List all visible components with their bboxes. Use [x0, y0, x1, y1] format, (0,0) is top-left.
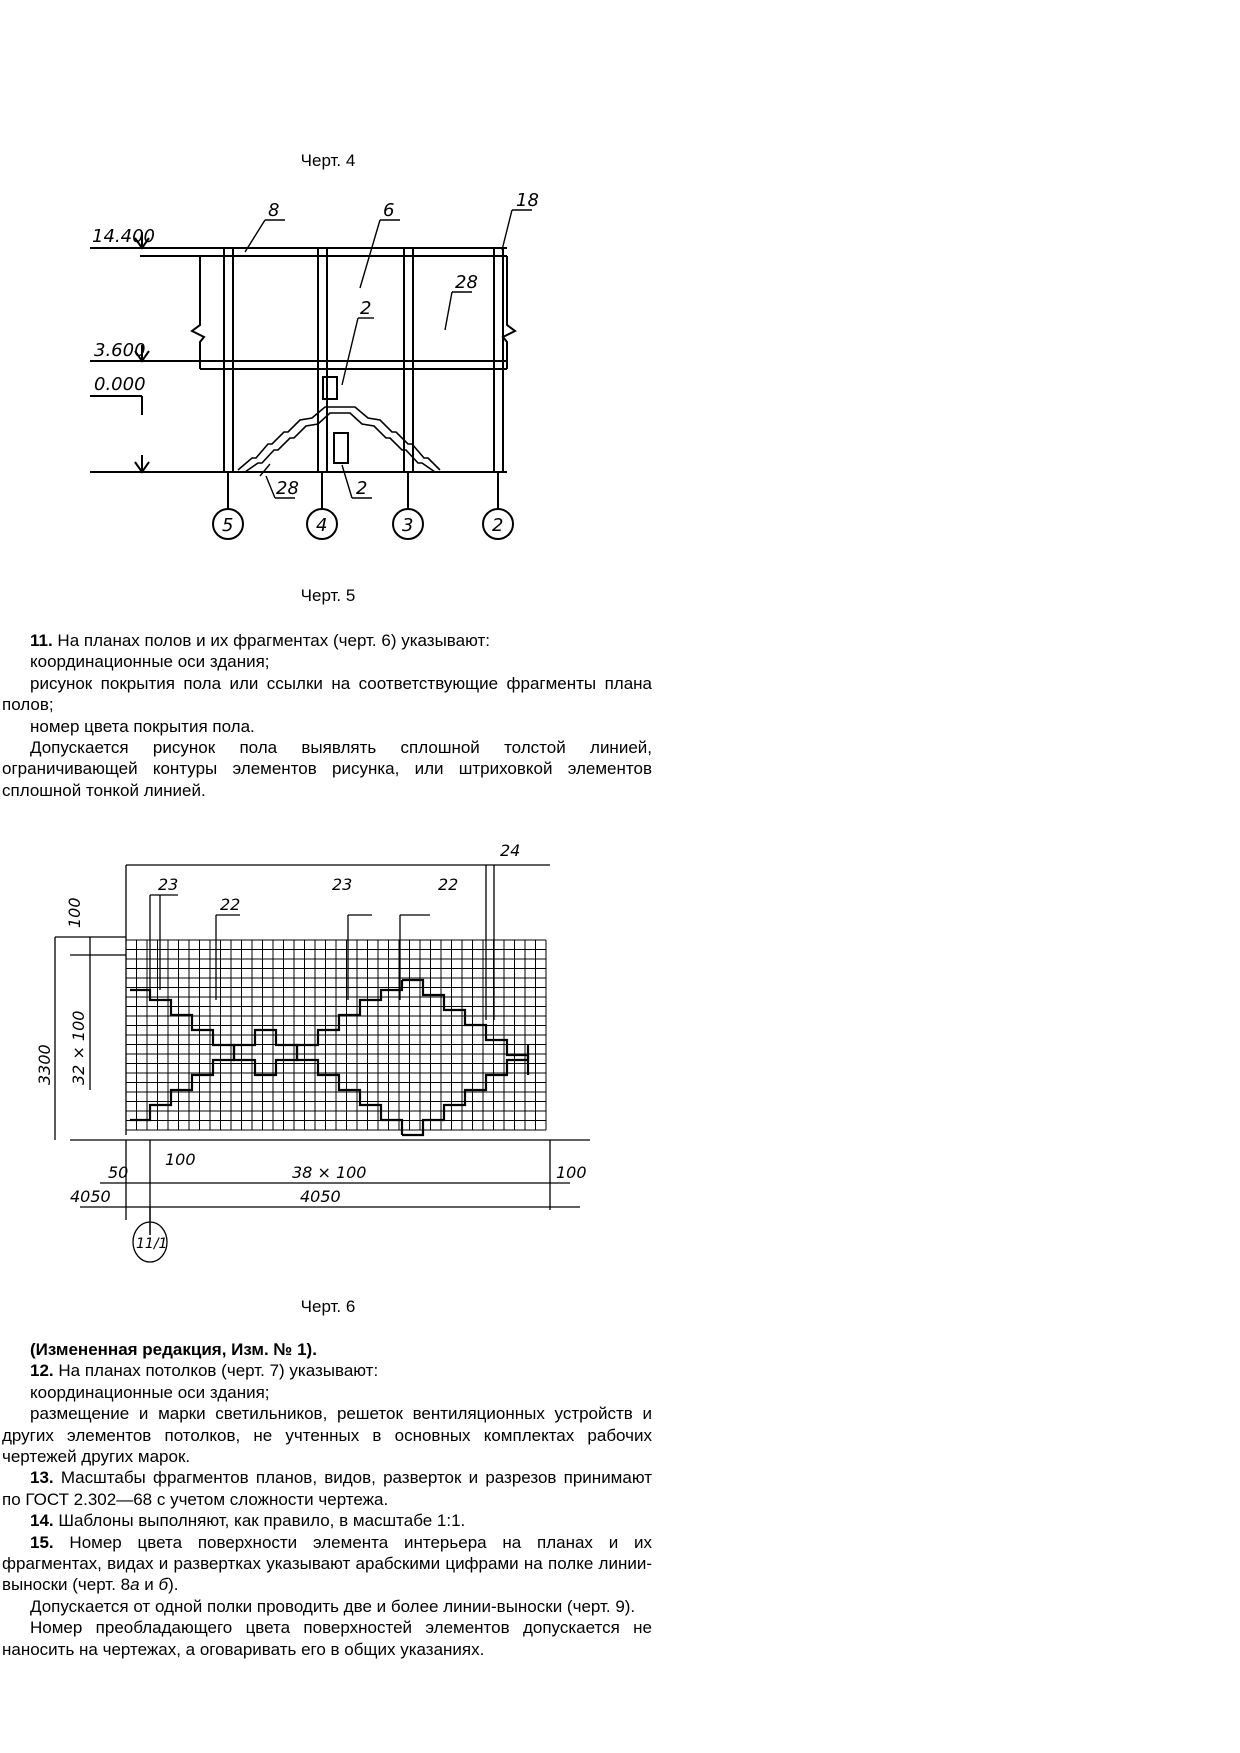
figure-4-caption: Черт. 4 [300, 151, 356, 170]
paragraph: Номер преобладающего цвета поверхностей элементов допускается не наносить на чертежах, а оговаривать его в общих указаниях. [2, 1618, 652, 1659]
callout-2-upper: 2 [360, 298, 372, 319]
dim-4050-left: 4050 [70, 1187, 111, 1206]
dim-38x100: 38 × 100 [292, 1163, 367, 1182]
callout-28-upper: 28 [455, 272, 478, 293]
clause-number: 14. [30, 1511, 54, 1531]
callout-23-left: 23 [158, 875, 179, 894]
list-item: рисунок покрытия пола или ссылки на соответствующие фрагменты плана полов; [2, 673, 652, 715]
clause-number: 11. [30, 631, 53, 650]
axis-label-4: 4 [316, 515, 328, 536]
callout-6: 6 [383, 200, 395, 221]
italic-letter: б [158, 1575, 169, 1595]
clause-lead: На планах потолков (черт. 7) указывают: [53, 1361, 379, 1381]
level-label-base: 0.000 [94, 374, 146, 395]
clause-text: и [139, 1575, 159, 1595]
dim-3300: 3300 [35, 1044, 54, 1085]
callout-18: 18 [516, 190, 539, 211]
callout-24: 24 [500, 841, 521, 860]
callout-28-lower: 28 [276, 478, 299, 499]
callout-8: 8 [268, 200, 280, 221]
figure-6-caption: Черт. 6 [300, 1297, 356, 1316]
callout-2-lower: 2 [356, 478, 368, 499]
sections-12-15 [2, 1339, 652, 1660]
clause-text: Масштабы фрагментов планов, видов, разверток и разрезов принимают по ГОСТ 2.302—68 с учетом сложности чертежа. [2, 1468, 652, 1509]
level-label-top: 14.400 [92, 226, 155, 247]
axis-label-2: 2 [492, 515, 504, 536]
floor-grid [126, 940, 546, 1130]
section-11 [2, 630, 652, 801]
dim-100-left: 100 [165, 1150, 196, 1169]
callout-23-right: 23 [332, 875, 353, 894]
axis-label-3: 3 [402, 515, 414, 536]
clause-number: 12. [30, 1361, 54, 1381]
clause-text: Шаблоны выполняют, как правило, в масштабе 1:1. [53, 1511, 466, 1531]
axis-label-11-1: 11/1 [136, 1236, 168, 1252]
level-label-mid: 3.600 [94, 340, 146, 361]
clause-text: ). [168, 1575, 179, 1595]
floor-pattern-outline [130, 980, 528, 1135]
dim-100-top: 100 [65, 897, 84, 928]
clause-number: 13. [30, 1468, 54, 1488]
list-item: координационные оси здания; [30, 1382, 270, 1402]
list-item: номер цвета покрытия пола. [30, 716, 255, 736]
paragraph: Допускается рисунок пола выявлять сплошной толстой линией, ограничивающей контуры элементов рисунка, или штриховкой элементов сплошной тонкой линией. [2, 738, 652, 800]
axis-label-5: 5 [222, 515, 234, 536]
paragraph: Допускается от одной полки проводить две и более линии-выноски (черт. 9). [30, 1596, 636, 1616]
list-item: координационные оси здания; [30, 652, 270, 672]
italic-letter: а [130, 1575, 140, 1595]
figure-5-elevation-drawing [80, 180, 560, 575]
clause-text: Номер цвета поверхности элемента интерьера на планах и их фрагментах, видах и развертках указывают арабскими цифрами на полке линии-выноски (черт. 8 [2, 1532, 652, 1595]
dim-32x100: 32 × 100 [69, 1010, 88, 1085]
dim-4050-mid: 4050 [300, 1187, 341, 1206]
callout-22-left: 22 [220, 895, 241, 914]
callout-22-right: 22 [438, 875, 459, 894]
dim-50: 50 [108, 1163, 129, 1182]
clause-lead: На планах полов и их фрагментах (черт. 6) указывают: [52, 631, 490, 650]
figure-6-floor-plan-drawing [30, 840, 650, 1285]
amendment-note: (Измененная редакция, Изм. № 1). [30, 1340, 317, 1359]
figure-5-caption: Черт. 5 [300, 586, 356, 605]
dim-100-right: 100 [556, 1163, 587, 1182]
list-item: размещение и марки светильников, решеток вентиляционных устройств и других элементов потолков, не учтенных в основных комплектах рабочих чертежей других марок. [2, 1404, 652, 1467]
clause-number: 15. [30, 1532, 54, 1552]
